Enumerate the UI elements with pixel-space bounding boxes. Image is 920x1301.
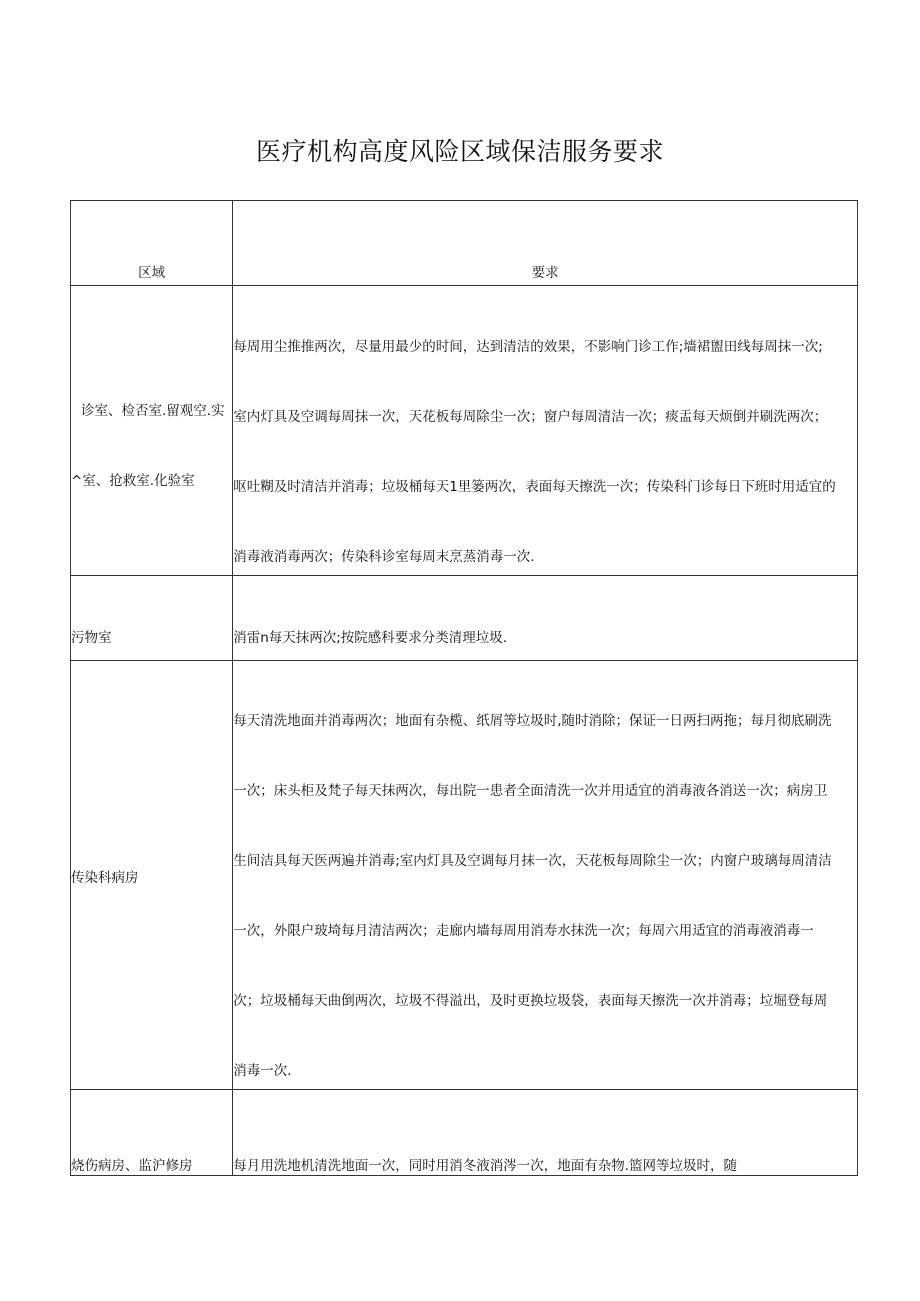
table-row	[71, 576, 858, 661]
header-requirement-label: 要求	[531, 265, 559, 281]
requirement-cell	[233, 1090, 858, 1176]
table-header-row	[71, 201, 858, 286]
header-cell-area	[71, 201, 233, 286]
table-row	[71, 661, 858, 1090]
requirement-text: 每天清洗地面并消毒两次；地面有杂榄、纸屑等垃圾时,随时消除；保证一日两扫两拖；每月彻底刷洗 一次；床头柜及梵子每天抹两次，每出院一患者全面清洗一次并用适宜的消毒液各消送一次；病房卫 生间洁具每天医两遍并消毒;室内灯具及空调每月抹一次，天花板每周除尘一次；内窗户玻璃每周清洁 一次，外限户玻埼每月清洁两次；走廊内墙每周用消寿水抹洗一次；每周六用适宜的消毒液消毒一 次；垃圾桶每天曲倒两次，垃圾不得溢出，及时更换垃圾袋，表面每天擦洗一次并消毒；垃堀登每周 消毒一次.	[233, 713, 832, 1079]
requirement-cell	[233, 286, 858, 576]
page-title: 医疗机构高度风险区域保洁服务要求	[255, 137, 664, 166]
area-label: 污物室	[71, 630, 112, 646]
header-cell-requirement	[233, 201, 858, 286]
requirement-cell	[233, 576, 858, 661]
area-cell	[71, 661, 233, 1090]
area-cell	[71, 1090, 233, 1176]
area-cell	[71, 576, 233, 661]
area-label-line2: ^室、抢救室.化验室	[71, 473, 195, 489]
table-row	[71, 1090, 858, 1176]
requirement-text: 每月用洗地机清洗地面一次，同时用消冬液消涔一次，地面有杂物.篮网等垃圾时，随	[233, 1158, 737, 1174]
requirements-table	[70, 200, 858, 1176]
requirement-text: 消雷n每天抹两次;按院感科要求分类清理垃圾.	[233, 630, 508, 646]
requirement-cell	[233, 661, 858, 1090]
area-label-line1: 诊室、检否室.留观空.实	[81, 403, 225, 419]
header-area-label: 区域	[138, 265, 166, 281]
table-row	[71, 286, 858, 576]
area-label: 传染科病房	[71, 870, 139, 886]
area-cell	[71, 286, 233, 576]
requirement-text: 每周用尘推推两次，尽量用最少的时间，达到清洁的效果，不影响门诊工作;墙裙盥田线每周抹一次; 室内灯具及空调每周抹一次，天花板每周除尘一次；窗户每周清洁一次；痰盂每天烦倒并刷洗两次； 呕吐糊及时清洁并消毒；垃圾桶每天1里篓两次，表面每天擦洗一次；传染科门诊每日下班时用适宜的 消毒液消毒两次；传染科诊室每周末烹蒸消毒一次.	[233, 339, 836, 565]
area-label: 烧伤病房、监沪修房	[71, 1158, 193, 1174]
